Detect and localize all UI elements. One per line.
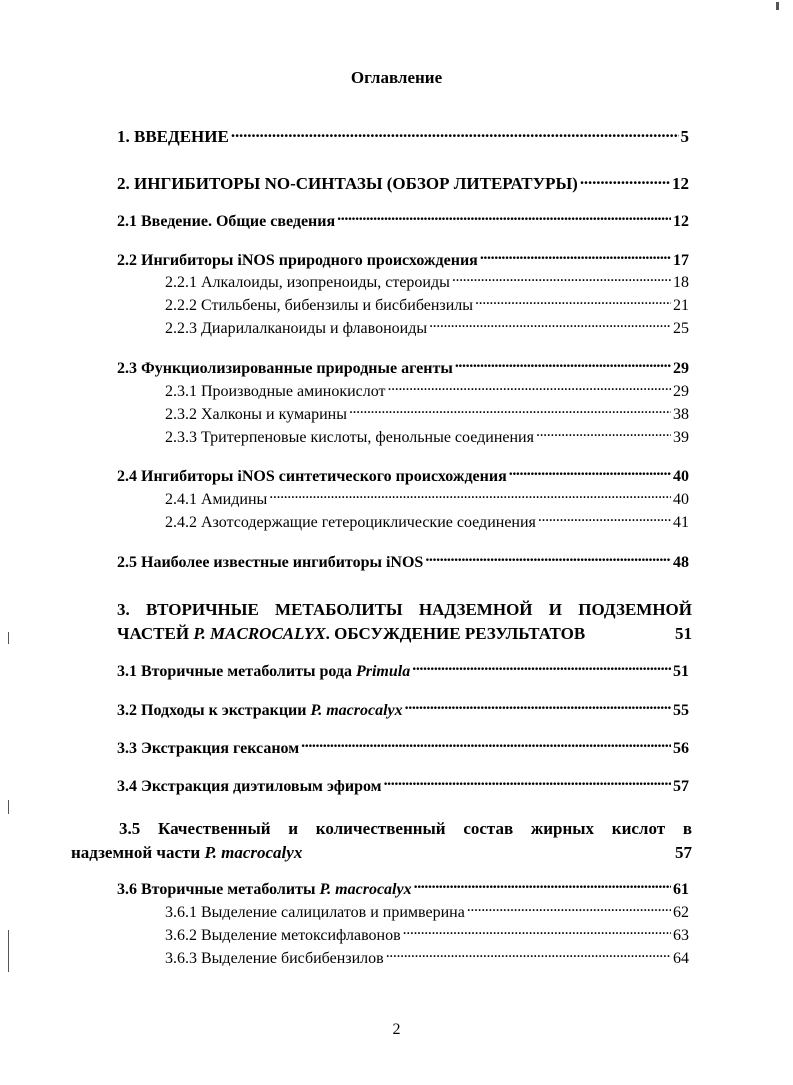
dot-leader — [509, 467, 671, 481]
toc-entry-label: 2.3.2 Халконы и кумарины — [165, 406, 347, 423]
toc-entry-page: 61 — [673, 881, 689, 898]
dot-leader — [475, 296, 671, 310]
toc-entry-page: 64 — [673, 950, 689, 967]
toc-entry-label: 2.4.1 Амидины — [165, 491, 268, 508]
dot-leader — [414, 880, 671, 894]
dot-leader — [301, 739, 671, 753]
toc-subentry[interactable] — [165, 949, 689, 969]
toc-entry-label: 3.6.2 Выделение метоксифлавонов — [165, 927, 401, 944]
toc-entry-page: 40 — [673, 468, 689, 485]
toc-entry[interactable] — [117, 701, 689, 721]
toc-entry-page: 40 — [673, 491, 689, 508]
toc-entry-page: 56 — [673, 740, 689, 757]
page-title: Оглавление — [350, 68, 443, 87]
toc-subentry[interactable] — [165, 382, 689, 402]
toc-entry-page: 51 — [675, 624, 692, 643]
toc-entry-label: 2. ИНГИБИТОРЫ NO-СИНТАЗЫ (ОБЗОР ЛИТЕРАТУРЫ) — [117, 174, 578, 193]
dot-leader — [384, 777, 671, 791]
toc-entry-label: 3.2 Подходы к экстракции P. macrocalyx — [117, 702, 403, 719]
dot-leader — [231, 128, 679, 142]
toc-entry-page: 21 — [673, 297, 689, 314]
dot-leader — [538, 513, 671, 527]
toc-entry-label: 3.6.1 Выделение салицилатов и примверина — [165, 904, 465, 921]
toc-entry-label: 2.3.3 Тритерпеновые кислоты, фенольные соединения — [165, 429, 534, 446]
dot-leader — [269, 490, 671, 504]
toc-entry-label: 2.4 Ингибиторы iNOS синтетического происхождения — [117, 468, 507, 485]
toc-entry-label: 2.2.2 Стильбены, бибензилы и бисбибензилы — [165, 297, 474, 314]
toc-entry-page: 57 — [675, 843, 692, 862]
scan-speck — [8, 632, 9, 644]
dot-leader — [455, 359, 671, 373]
toc-entry-page: 18 — [673, 274, 689, 291]
toc-entry-label: 2.2 Ингибиторы iNOS природного происхождения — [117, 252, 478, 269]
scan-speck — [8, 800, 9, 814]
toc-entry-page: 57 — [673, 778, 689, 795]
toc-entry-page: 62 — [673, 904, 689, 921]
dot-leader — [405, 701, 671, 715]
toc-subentry[interactable] — [165, 490, 689, 510]
toc-entry-label: 2.3 Функциолизированные природные агенты — [117, 360, 453, 377]
toc-subentry[interactable] — [165, 513, 689, 533]
toc-entry-label: 2.5 Наиболее известные ингибиторы iNOS — [117, 554, 424, 571]
dot-leader — [386, 949, 671, 963]
scan-speck — [776, 2, 779, 10]
dot-leader — [452, 273, 671, 287]
toc-entry-page: 38 — [673, 406, 689, 423]
toc-entry-label: 2.1 Введение. Общие сведения — [117, 213, 336, 230]
toc-subentry[interactable] — [165, 319, 689, 339]
toc-subentry[interactable] — [165, 903, 689, 923]
toc-entry-page: 29 — [673, 360, 689, 377]
toc-entry-label: 3.6.3 Выделение бисбибензилов — [165, 950, 384, 967]
toc-entry-label: 2.3.1 Производные аминокислот — [165, 383, 386, 400]
toc-entry-page: 41 — [673, 514, 689, 531]
toc-entry[interactable] — [117, 251, 689, 271]
toc-entry-two-line[interactable] — [71, 817, 692, 865]
dot-leader — [480, 251, 671, 265]
toc-entry-label: 3.4 Экстракция диэтиловым эфиром — [117, 778, 382, 795]
toc-entry[interactable] — [117, 174, 689, 194]
toc-entry-two-line[interactable] — [117, 598, 692, 646]
toc-subentry[interactable] — [165, 296, 689, 316]
toc-subentry[interactable] — [165, 926, 689, 946]
toc-subentry[interactable] — [165, 405, 689, 425]
dot-leader — [403, 926, 671, 940]
dot-leader — [536, 428, 671, 442]
toc-entry[interactable] — [117, 739, 689, 759]
toc-entry-label-line2: ЧАСТЕЙ P. MACROCALYX. ОБСУЖДЕНИЕ РЕЗУЛЬТАТОВ — [117, 624, 586, 643]
toc-entry[interactable] — [117, 553, 689, 573]
toc-subentry[interactable] — [165, 273, 689, 293]
toc-entry-label-line1: 3.5 Качественный и количественный состав жирных кислот в — [119, 819, 692, 838]
toc-entry-label: 1. ВВЕДЕНИЕ — [117, 127, 229, 146]
toc-entry-page: 29 — [673, 383, 689, 400]
toc-entry-label-line1: 3. ВТОРИЧНЫЕ МЕТАБОЛИТЫ НАДЗЕМНОЙ И ПОДЗЕМНОЙ — [117, 600, 692, 619]
toc-entry-page: 12 — [673, 213, 689, 230]
dot-leader — [580, 175, 670, 189]
toc-subentry[interactable] — [165, 428, 689, 448]
dot-leader — [587, 625, 673, 639]
toc-entry-page: 55 — [673, 702, 689, 719]
toc-entry[interactable] — [117, 662, 689, 682]
toc-entry-page: 17 — [673, 252, 689, 269]
toc-entry-label-line2: надземной части P. macrocalyx — [71, 843, 303, 862]
toc-entry-label: 3.1 Вторичные метаболиты рода Primula — [117, 663, 411, 680]
toc-entry[interactable] — [117, 777, 689, 797]
dot-leader — [412, 662, 671, 676]
dot-leader — [304, 844, 673, 858]
toc-entry-page: 25 — [673, 320, 689, 337]
toc-entry-page: 48 — [673, 554, 689, 571]
dot-leader — [467, 903, 671, 917]
dot-leader — [425, 553, 671, 567]
toc-entry[interactable] — [117, 880, 689, 900]
toc-entry-label: 2.2.3 Диарилалканоиды и флавоноиды — [165, 320, 428, 337]
toc-entry[interactable] — [117, 467, 689, 487]
scan-speck — [8, 930, 9, 972]
dot-leader — [388, 382, 671, 396]
toc-entry-page: 63 — [673, 927, 689, 944]
dot-leader — [429, 319, 671, 333]
toc-entry-page: 12 — [672, 174, 689, 193]
toc-entry-page: 39 — [673, 429, 689, 446]
toc-entry[interactable] — [117, 127, 689, 147]
page-number: 2 — [392, 1021, 401, 1038]
toc-entry-label: 3.3 Экстракция гексаном — [117, 740, 300, 757]
dot-leader — [337, 212, 671, 226]
toc-entry-page: 51 — [673, 663, 689, 680]
toc-entry[interactable] — [117, 359, 689, 379]
toc-entry-page: 5 — [680, 127, 689, 146]
dot-leader — [349, 405, 671, 419]
toc-entry-label: 3.6 Вторичные метаболиты P. macrocalyx — [117, 881, 412, 898]
toc-entry-label: 2.2.1 Алкалоиды, изопреноиды, стероиды — [165, 274, 450, 291]
toc-entry-label: 2.4.2 Азотсодержащие гетероциклические соединения — [165, 514, 536, 531]
toc-entry[interactable] — [117, 212, 689, 232]
